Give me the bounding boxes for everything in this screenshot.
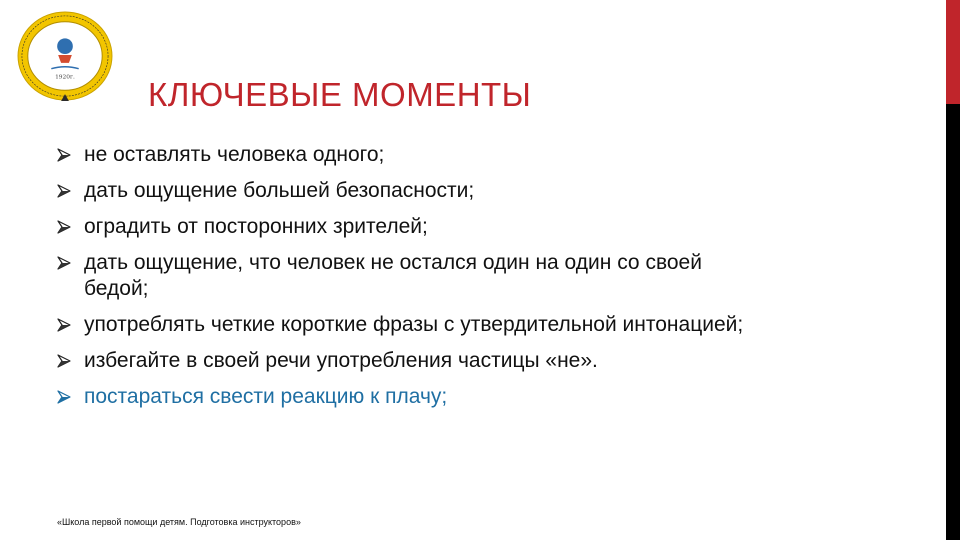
arrow-bullet-icon [56,183,72,199]
list-item [56,384,756,410]
organization-emblem-logo [16,10,114,102]
list-item-text: оградить от посторонних зрителей; [84,215,428,238]
list-item-text: употреблять четкие короткие фразы с утвердительной интонацией; [84,313,744,336]
slide-title: КЛЮЧЕВЫЕ МОМЕНТЫ [148,76,532,113]
side-accent-bar-black [946,104,960,540]
list-item [56,348,756,374]
list-item [56,250,756,302]
key-points-list [56,142,756,420]
arrow-bullet-icon [56,255,72,271]
logo-year: 1920г. [55,74,75,81]
list-item-text: не оставлять человека одного; [84,143,385,166]
arrow-bullet-icon [56,147,72,163]
arrow-bullet-icon [56,219,72,235]
list-item [56,142,756,168]
side-accent-bar-red [946,0,960,104]
list-item [56,312,756,338]
list-item-text: дать ощущение, что человек не остался один на один со своей бедой; [84,251,702,300]
arrow-bullet-icon [56,353,72,369]
list-item-text: постараться свести реакцию к плачу; [84,385,448,408]
list-item-text: избегайте в своей речи употребления частицы «не». [84,349,598,372]
slide-footer: «Школа первой помощи детям. Подготовка инструкторов» [57,517,301,527]
list-item [56,178,756,204]
list-item [56,214,756,240]
arrow-bullet-icon [56,317,72,333]
arrow-bullet-icon [56,389,72,405]
list-item-text: дать ощущение большей безопасности; [84,179,475,202]
